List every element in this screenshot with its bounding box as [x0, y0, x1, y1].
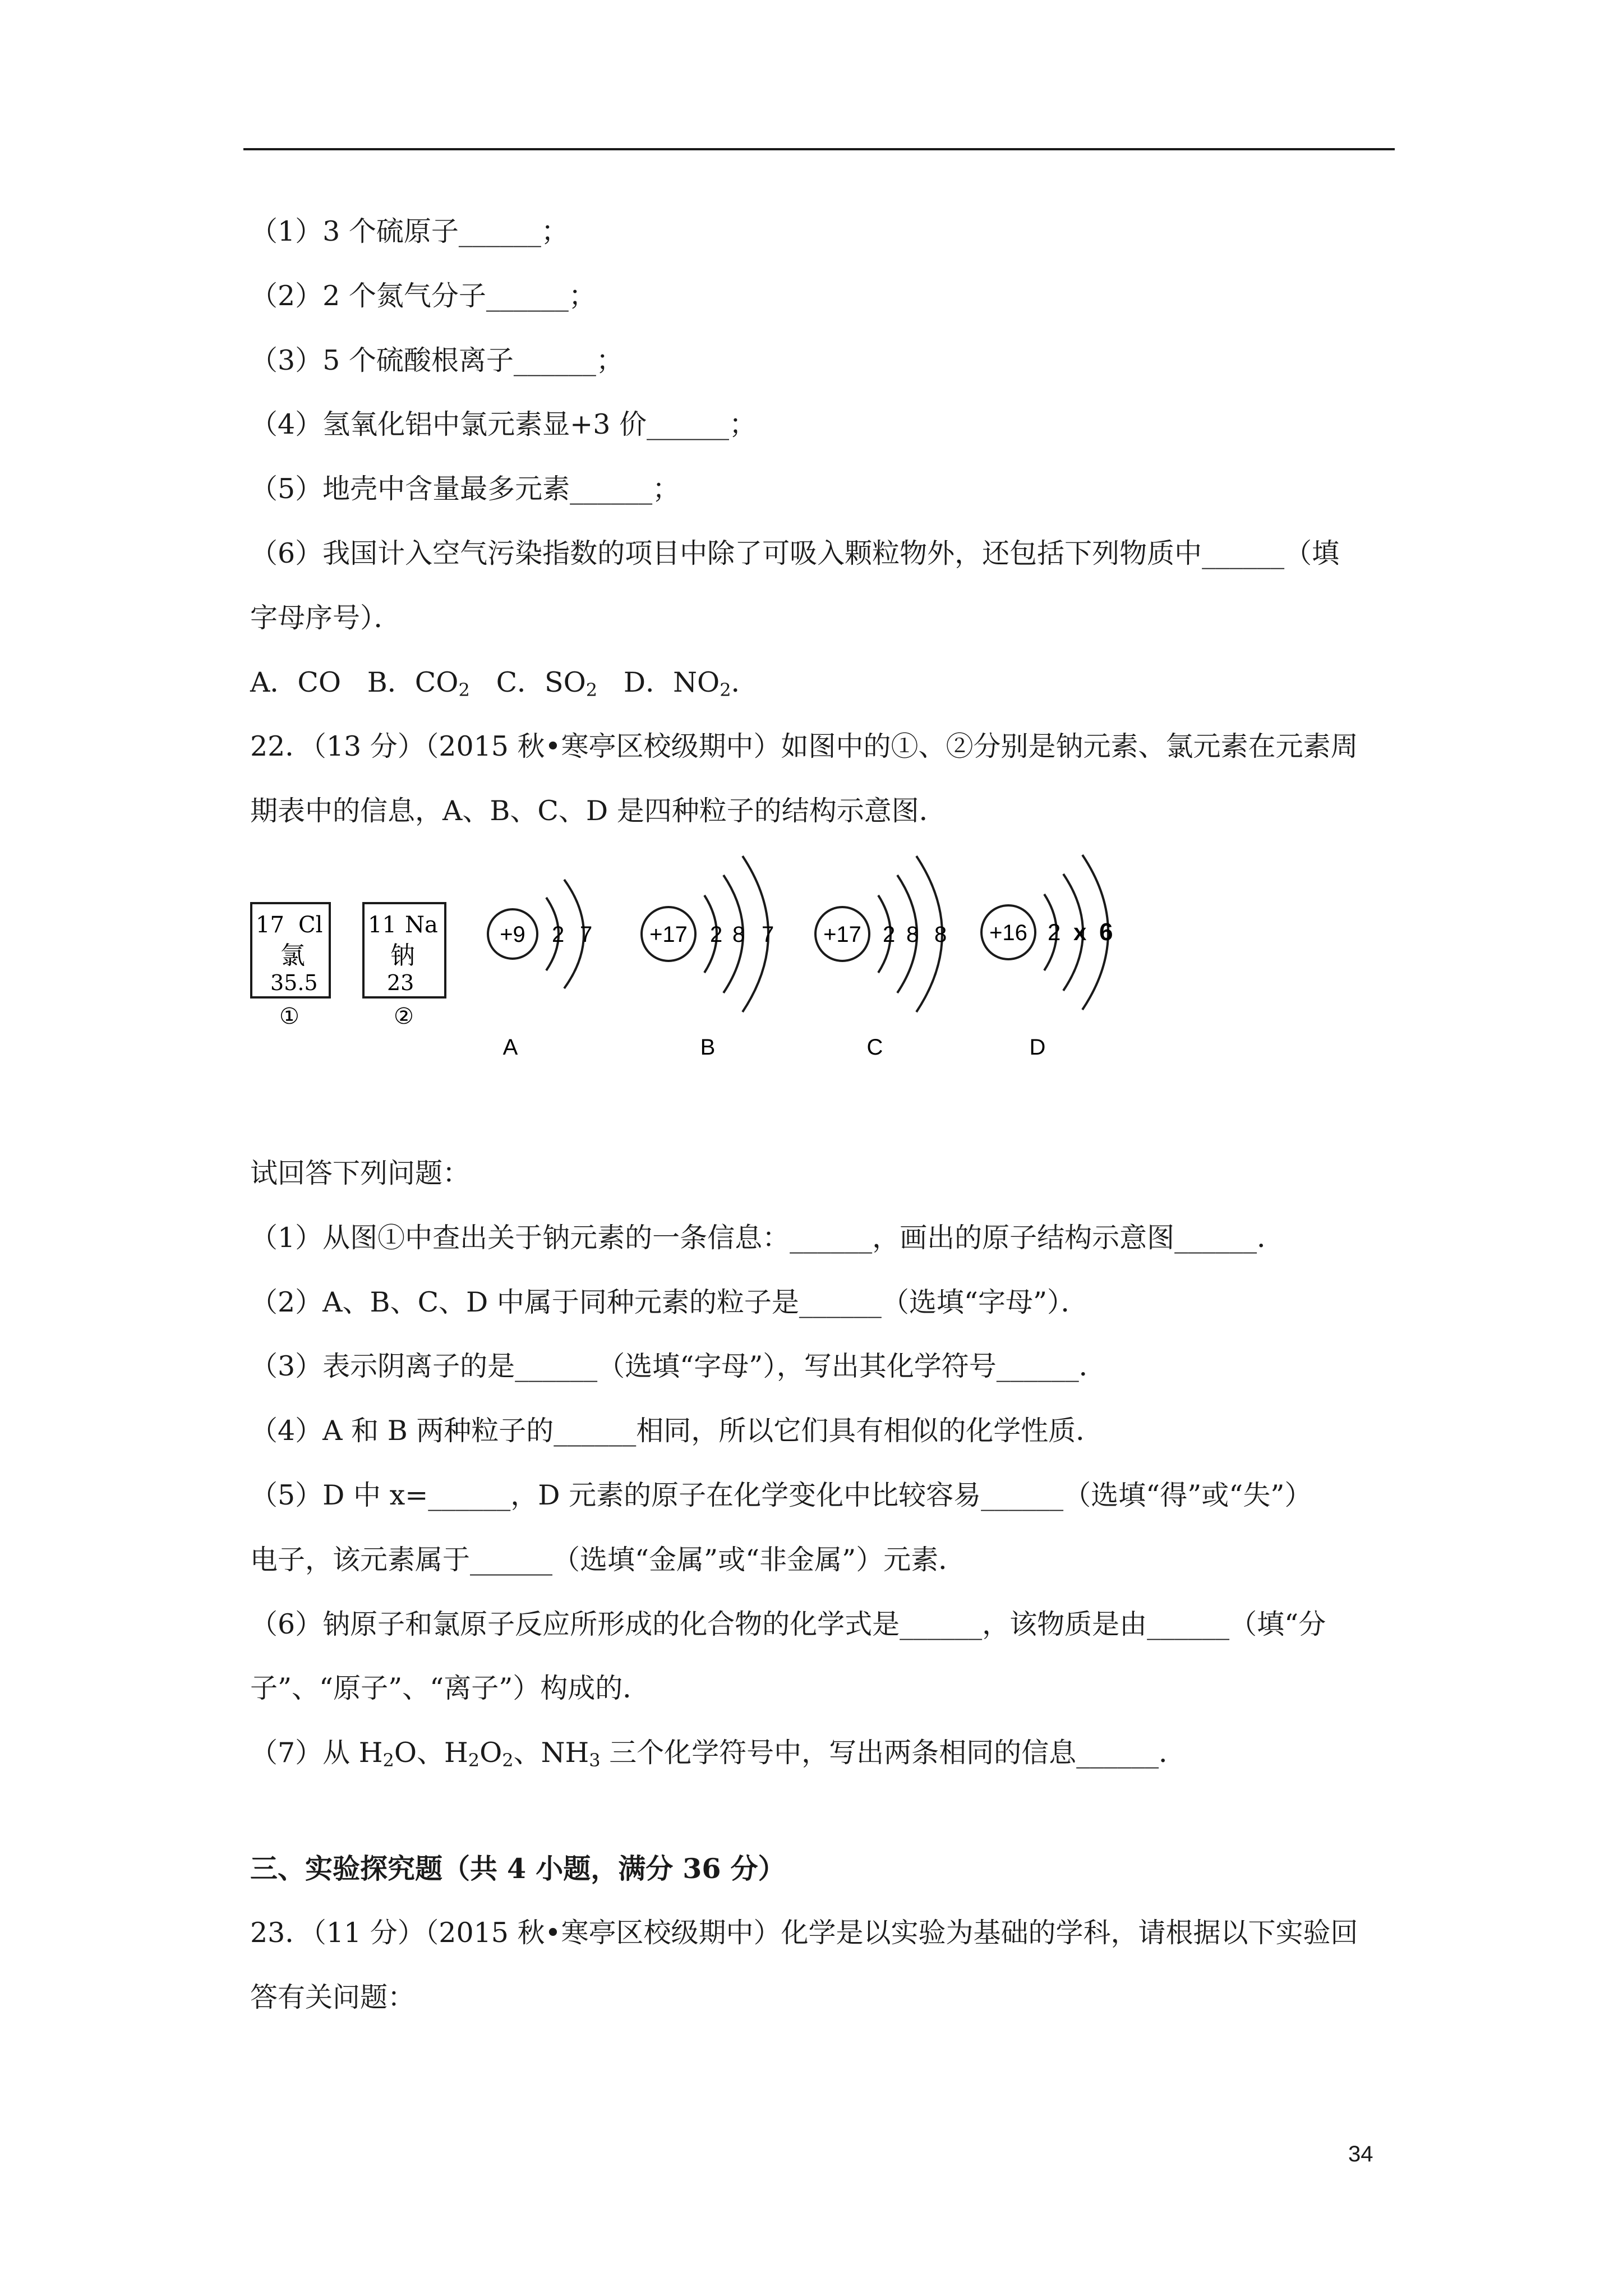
- question-22-part-7: （7）从 $H_2O$、$H_2O_2$、$NH_3$ 三个化学符号中，写出两条相同的信息______．: [250, 1737, 1187, 1771]
- question-21-part-3: （3）5 个硫酸根离子______；: [250, 344, 624, 376]
- particle-a-nucleus: +9: [500, 922, 525, 947]
- question-22-part-5-cont: 电子，该元素属于______（选填“金属”或“非金属”）元素．: [250, 1544, 966, 1576]
- question-21-part-4: （4）氢氧化铝中氯元素显+3 价______；: [250, 408, 757, 440]
- particle-b-nucleus: +17: [649, 922, 688, 947]
- particle-d-shell-1: 2: [1048, 919, 1061, 945]
- sodium-mass: 23: [387, 970, 414, 995]
- question-21-part-6: （6）我国计入空气污染指数的项目中除了可吸入颗粒物外，还包括下列物质中______（填: [250, 537, 1340, 569]
- question-22-part-5: （5）D 中 x=______，D 元素的原子在化学变化中比较容易______（选填“得”或“失”）: [250, 1479, 1312, 1511]
- particle-a-shell-2: 7: [580, 922, 593, 947]
- question-22-part-2: （2）A、B、C、D 中属于同种元素的粒子是______（选填“字母”）．: [250, 1286, 1089, 1318]
- question-21-part-1: （1）3 个硫原子______；: [250, 215, 569, 247]
- particle-c: [815, 856, 947, 1060]
- option-d: D．$NO_2$．: [623, 666, 759, 701]
- question-21-part-2: （2）2 个氮气分子______；: [250, 280, 596, 312]
- page-number: 34: [1348, 2142, 1373, 2166]
- question-22-part-6-cont: 子”、“原子”、“离子”）构成的．: [250, 1672, 651, 1704]
- sodium-number: 11: [368, 912, 396, 938]
- chlorine-symbol: Cl: [298, 912, 323, 938]
- chlorine-name: 氯: [280, 941, 305, 970]
- particle-a-shell-1: 2: [552, 922, 565, 947]
- particle-d-shell-x: x: [1073, 919, 1087, 945]
- particle-c-nucleus: +17: [823, 922, 861, 947]
- question-22-part-1: （1）从图①中查出关于钠元素的一条信息：______，画出的原子结构示意图______．: [250, 1222, 1285, 1254]
- particle-c-label: C: [866, 1035, 883, 1060]
- section-3-heading: 三、实验探究题（共 4 小题，满分 36 分）: [250, 1852, 786, 1885]
- sodium-symbol: Na: [405, 912, 438, 938]
- particle-d-label: D: [1029, 1035, 1046, 1060]
- question-22-part-4: （4）A 和 B 两种粒子的______相同，所以它们具有相似的化学性质．: [250, 1415, 1104, 1447]
- element-structure-figure: [247, 836, 1125, 1061]
- particle-d: [981, 855, 1113, 1060]
- particle-d-nucleus: +16: [989, 921, 1027, 945]
- particle-b-shell-3: 7: [762, 922, 774, 947]
- option-c: C．$SO_2$: [496, 666, 598, 701]
- question-21-part-6-cont: 字母序号）．: [250, 602, 402, 634]
- particle-c-shell-3: 8: [934, 922, 947, 947]
- particle-a-label: A: [502, 1035, 518, 1060]
- chlorine-mass: 35.5: [270, 970, 318, 995]
- option-b: B．$CO_2$: [367, 666, 470, 701]
- particle-b-shell-1: 2: [710, 922, 723, 947]
- chlorine-tile: [251, 903, 330, 1029]
- particle-b-shell-2: 8: [732, 922, 745, 947]
- question-22-part-6: （6）钠原子和氯原子反应所形成的化合物的化学式是______，该物质是由______（填“分: [250, 1608, 1326, 1640]
- answer-options: [250, 666, 759, 707]
- chlorine-number: 17: [256, 912, 284, 938]
- question-22-stem: 22．（13 分）（2015 秋•寒亭区校级期中）如图中的①、②分别是钠元素、氯元素在元素周: [250, 730, 1358, 762]
- question-21-part-5: （5）地壳中含量最多元素______；: [250, 473, 680, 505]
- particle-a: [488, 880, 592, 1060]
- sodium-name: 钠: [390, 941, 415, 970]
- question-22-prompt: 试回答下列问题：: [250, 1157, 471, 1189]
- sodium-tag: ②: [394, 1004, 414, 1029]
- option-a: A．CO: [250, 666, 342, 698]
- header-rule: [243, 148, 1395, 150]
- question-23-stem-cont: 答有关问题：: [250, 1981, 416, 2013]
- particle-c-shell-1: 2: [883, 922, 896, 947]
- question-22-stem-cont: 期表中的信息，A、B、C、D 是四种粒子的结构示意图．: [250, 795, 947, 827]
- particle-c-shell-2: 8: [906, 922, 919, 947]
- particle-d-shell-3: 6: [1099, 918, 1113, 946]
- particle-b-label: B: [700, 1035, 716, 1060]
- question-22-part-3: （3）表示阴离子的是______（选填“字母”），写出其化学符号______．: [250, 1350, 1106, 1382]
- chlorine-tag: ①: [279, 1004, 299, 1029]
- question-23-stem: 23．（11 分）（2015 秋•寒亭区校级期中）化学是以实验为基础的学科，请根据以下实验回: [250, 1917, 1358, 1949]
- particle-b: [642, 856, 774, 1060]
- sodium-tile: [363, 903, 445, 1029]
